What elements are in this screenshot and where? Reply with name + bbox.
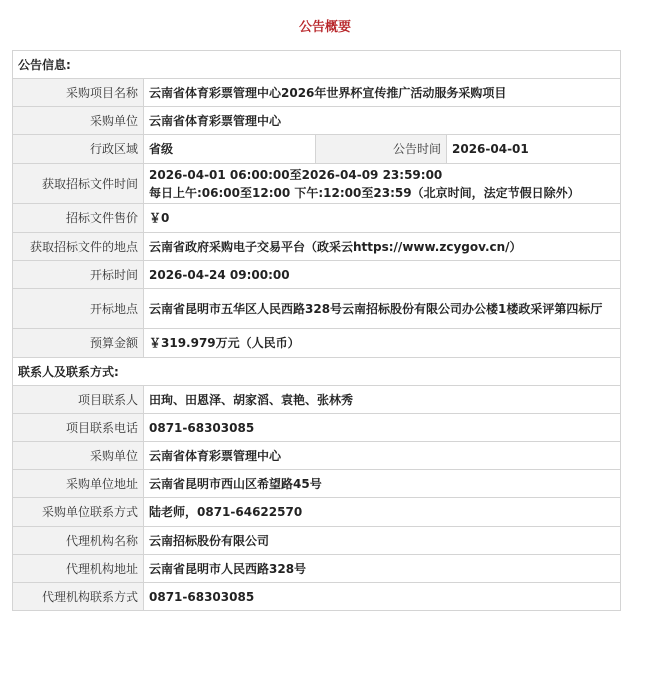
- project-name-label: 采购项目名称: [13, 79, 144, 107]
- opening-time-label: 开标时间: [13, 261, 144, 289]
- opening-time-value: 2026-04-24 09:00:00: [144, 261, 621, 289]
- section-announcement-heading: 公告信息:: [13, 51, 621, 79]
- row-agency-name: [13, 527, 621, 555]
- opening-place-value: 云南省昆明市五华区人民西路328号云南招标股份有限公司办公楼1楼政采评第四标厅: [144, 289, 621, 329]
- region-label: 行政区域: [13, 135, 144, 164]
- row-contact-purchaser: [13, 442, 621, 470]
- project-contact-value: 田珣、田恩泽、胡家滔、袁艳、张林秀: [144, 386, 621, 414]
- doc-price-value: ￥0: [144, 204, 621, 233]
- row-agency-address: [13, 555, 621, 583]
- agency-address-value: 云南省昆明市人民西路328号: [144, 555, 621, 583]
- row-doc-time: [13, 164, 621, 204]
- agency-contact-value: 0871-68303085: [144, 583, 621, 611]
- project-contact-label: 项目联系人: [13, 386, 144, 414]
- agency-contact-label: 代理机构联系方式: [13, 583, 144, 611]
- row-purchaser-contact: [13, 498, 621, 527]
- doc-time-label: 获取招标文件时间: [13, 164, 144, 204]
- publish-time-label: 公告时间: [316, 135, 447, 164]
- row-purchaser-address: [13, 470, 621, 498]
- row-opening-time: [13, 261, 621, 289]
- purchaser-address-label: 采购单位地址: [13, 470, 144, 498]
- project-name-value: 云南省体育彩票管理中心2026年世界杯宣传推广活动服务采购项目: [144, 79, 621, 107]
- page-title: 公告概要: [298, 20, 351, 35]
- summary-table: [12, 50, 621, 611]
- budget-label: 预算金额: [13, 329, 144, 358]
- contact-purchaser-label: 采购单位: [13, 442, 144, 470]
- row-doc-price: [13, 204, 621, 233]
- doc-time-range: 2026-04-01 06:00:00至2026-04-09 23:59:00: [149, 167, 443, 182]
- row-budget: [13, 329, 621, 358]
- doc-place-label: 获取招标文件的地点: [13, 233, 144, 261]
- row-purchaser: [13, 107, 621, 135]
- budget-value: ￥319.979万元（人民币）: [144, 329, 621, 358]
- row-project-phone: [13, 414, 621, 442]
- agency-name-label: 代理机构名称: [13, 527, 144, 555]
- doc-time-daily: 每日上午:06:00至12:00 下午:12:00至23:59（北京时间，法定节假日除外）: [149, 185, 580, 200]
- project-phone-label: 项目联系电话: [13, 414, 144, 442]
- row-project-contact: [13, 386, 621, 414]
- row-opening-place: [13, 289, 621, 329]
- opening-place-label: 开标地点: [13, 289, 144, 329]
- publish-time-value: 2026-04-01: [447, 135, 621, 164]
- purchaser-contact-value: 陆老师，0871-64622570: [144, 498, 621, 527]
- row-agency-contact: [13, 583, 621, 611]
- row-doc-place: [13, 233, 621, 261]
- section-row-contacts: [13, 358, 621, 386]
- purchaser-contact-label: 采购单位联系方式: [13, 498, 144, 527]
- purchaser-label: 采购单位: [13, 107, 144, 135]
- purchaser-value: 云南省体育彩票管理中心: [144, 107, 621, 135]
- row-region: [13, 135, 621, 164]
- agency-address-label: 代理机构地址: [13, 555, 144, 583]
- doc-price-label: 招标文件售价: [13, 204, 144, 233]
- project-phone-value: 0871-68303085: [144, 414, 621, 442]
- section-row-announcement: [13, 51, 621, 79]
- row-project-name: [13, 79, 621, 107]
- purchaser-address-value: 云南省昆明市西山区希望路45号: [144, 470, 621, 498]
- section-contacts-heading: 联系人及联系方式:: [13, 358, 621, 386]
- region-value: 省级: [144, 135, 316, 164]
- doc-place-value: 云南省政府采购电子交易平台（政采云https://www.zcygov.cn/）: [144, 233, 621, 261]
- doc-time-value: [144, 164, 621, 204]
- contact-purchaser-value: 云南省体育彩票管理中心: [144, 442, 621, 470]
- agency-name-value: 云南招标股份有限公司: [144, 527, 621, 555]
